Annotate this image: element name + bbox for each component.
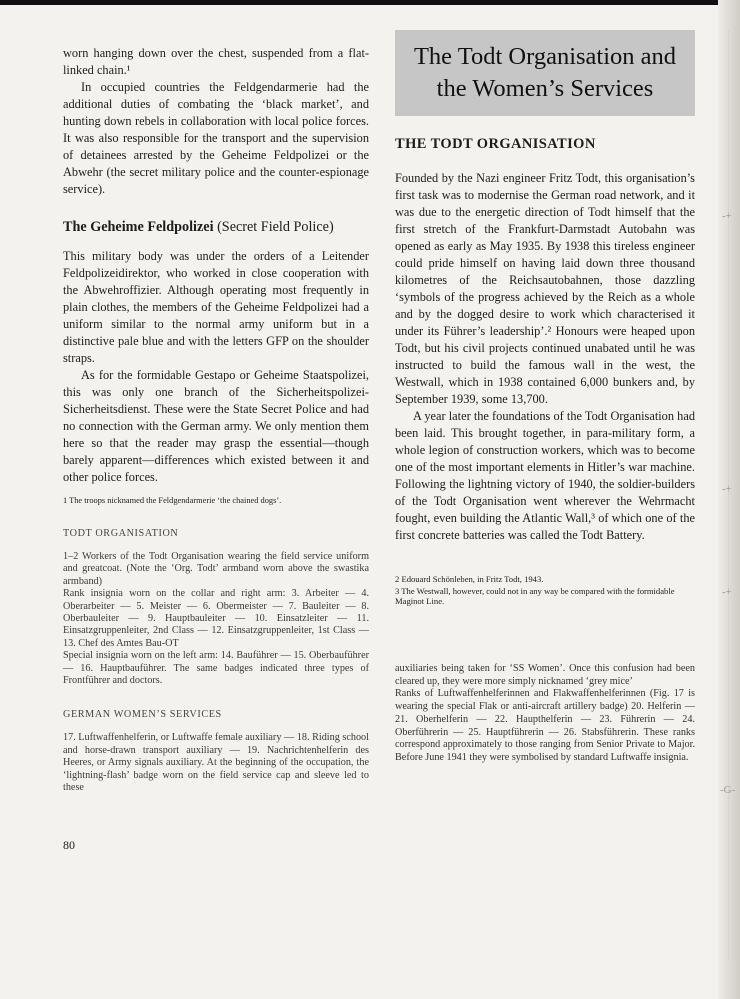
- caption-line: Rank insignia worn on the collar and right arm: 3. Arbeiter — 4. Oberarbeiter — 5. Meister — 6. Obermeister — 7. Bauleiter — 8. Oberbauleiter — 9. Hauptbauleiter — 10. Einsatzleiter — 11. Einsatzgruppenleiter, 2nd Class — 12. Einsatzgruppenleiter, 1st Class — 13. Chef des Amtes Bau-OT: [63, 588, 369, 649]
- paragraph: As for the formidable Gestapo or Geheime Staatspolizei, this was only one branch of the Sicherheitspolizei-Sicherheitsdienst. These were the State Secret Police and had no connection with the German army. We only mention them here so that the reader may grasp the essential—though barely apparent—differences which existed between it and other police forces.: [63, 368, 369, 484]
- section-heading-bold: The Geheime Feldpolizei: [63, 219, 214, 235]
- caption-line: Ranks of Luftwaffenhelferinnen and Flakwaffenhelferinnen (Fig. 17 is wearing the special Flak or anti-aircraft artillery badge) 20. Helferin — 21. Oberhelferin — 22. Haupthelferin — 23. Führerin — 24. Oberführerin — 25. Hauptführerin — 26. Stabsführerin. These ranks correspond approximately to those ranging from Senior Private to Major. Before June 1941 they were symbolised by standard Luftwaffe insignia.: [395, 688, 695, 763]
- book-gutter-shadow: [718, 0, 740, 999]
- paragraph: A year later the foundations of the Todt Organisation had been laid. This brought together, in para-military form, a whole legion of construction workers, which was to become one of the most important elements in Hitler’s war machine. Following the lightning victory of 1940, the soldier-builders of the Todt Organisation went wherever the Wehrmacht fought, even building the Atlantic Wall,³ of which one of the first concrete batteries was called the Todt Battery.: [395, 409, 695, 542]
- section-heading-sub: (Secret Field Police): [217, 219, 334, 235]
- caption-line: 1–2 Workers of the Todt Organisation wearing the field service uniform and greatcoat. (Note the ‘Org. Todt’ armband worn above the swastika armband): [63, 551, 369, 587]
- caption-continuation: [395, 663, 695, 765]
- footnote: 1 The troops nicknamed the Feldgendarmerie ‘the chained dogs’.: [63, 496, 282, 505]
- caption-heading: TODT ORGANISATION: [63, 528, 179, 539]
- caption-heading: GERMAN WOMEN’S SERVICES: [63, 709, 222, 721]
- paragraph: Founded by the Nazi engineer Fritz Todt, this organisation’s first task was to modernise the German road network, and it was due to the energetic direction of Todt himself that the first stretch of the Frankfurt-Darmstadt Autobahn was opened as early as May 1935. By 1938 this tireless engineer could pride himself on having laid down three thousand kilometres of the Reichsautobahnen, those dazzling ‘symbols of the progress achieved by the Reich as a whole and by the dogged desire to work which characterised it under its Führer’s leadership’.² Honours were heaped upon Todt, but his civil projects continued unabated until he was instructed to build the famous wall in the west, the Westwall, which in 1938 contained 6,000 bunkers and, by September 1939, some 13,700.: [395, 171, 695, 406]
- page-top-border: [0, 0, 740, 5]
- gutter-line: [728, 30, 729, 960]
- paragraph: In occupied countries the Feldgendarmerie had the additional duties of combating the ‘black market’, and hunting down rebels in collaboration with local police forces. It was also responsible for the transport and the supervision of detainees arrested by the Geheime Feldpolizei or the Abwehr (the secret military police and the counter-espionage service).: [63, 80, 369, 196]
- margin-mark: -G-: [720, 784, 736, 796]
- caption-line: Special insignia worn on the left arm: 14. Bauführer — 15. Oberbauführer — 16. Hauptbauführer. The same badges indicated three types of Frontführer and doctors.: [63, 650, 369, 687]
- margin-mark: -+: [722, 483, 732, 495]
- margin-mark: -+: [722, 586, 732, 598]
- footnote: 2 Edouard Schönleben, in Fritz Todt, 1943.: [395, 574, 544, 584]
- caption-line: auxiliaries being taken for ‘SS Women’. Once this confusion had been cleared up, they were more simply nicknamed ‘grey mice’: [395, 663, 695, 687]
- chapter-title-line: The Todt Organisation and: [413, 43, 677, 70]
- footnote: 3 The Westwall, however, could not in any way be compared with the formidable Maginot Line.: [395, 585, 675, 606]
- right-column: [395, 30, 695, 607]
- caption-line: 17. Luftwaffenhelferin, or Luftwaffe female auxiliary — 18. Riding school and horse-drawn transport auxiliary — 19. Nachrichtenhelferin des Heeres, or Army signals auxiliary. At the beginning of the occupation, the ‘lightning-flash’ badge worn on the field service cap and sleeve led to these: [63, 732, 369, 794]
- paragraph: worn hanging down over the chest, suspended from a flat-linked chain.¹: [63, 46, 369, 77]
- caption-block: [63, 551, 369, 687]
- chapter-title-line: the Women’s Services: [436, 75, 654, 102]
- margin-mark: -+: [722, 210, 732, 222]
- section-heading: [63, 218, 369, 236]
- caption-block: [63, 732, 369, 794]
- paragraph: This military body was under the orders of a Leitender Feldpolizeidirektor, who worked in close cooperation with the Abwehroffizier. Although operating most frequently in plain clothes, the members of the Geheime Feldpolizei had a uniform similar to the normal army uniform but in a distinctive pale blue and with the letters GFP on the shoulder straps.: [63, 249, 369, 365]
- page-number: 80: [63, 838, 75, 852]
- left-column: [63, 45, 369, 795]
- section-heading: THE TODT ORGANISATION: [395, 136, 596, 152]
- chapter-title-box: [395, 30, 695, 116]
